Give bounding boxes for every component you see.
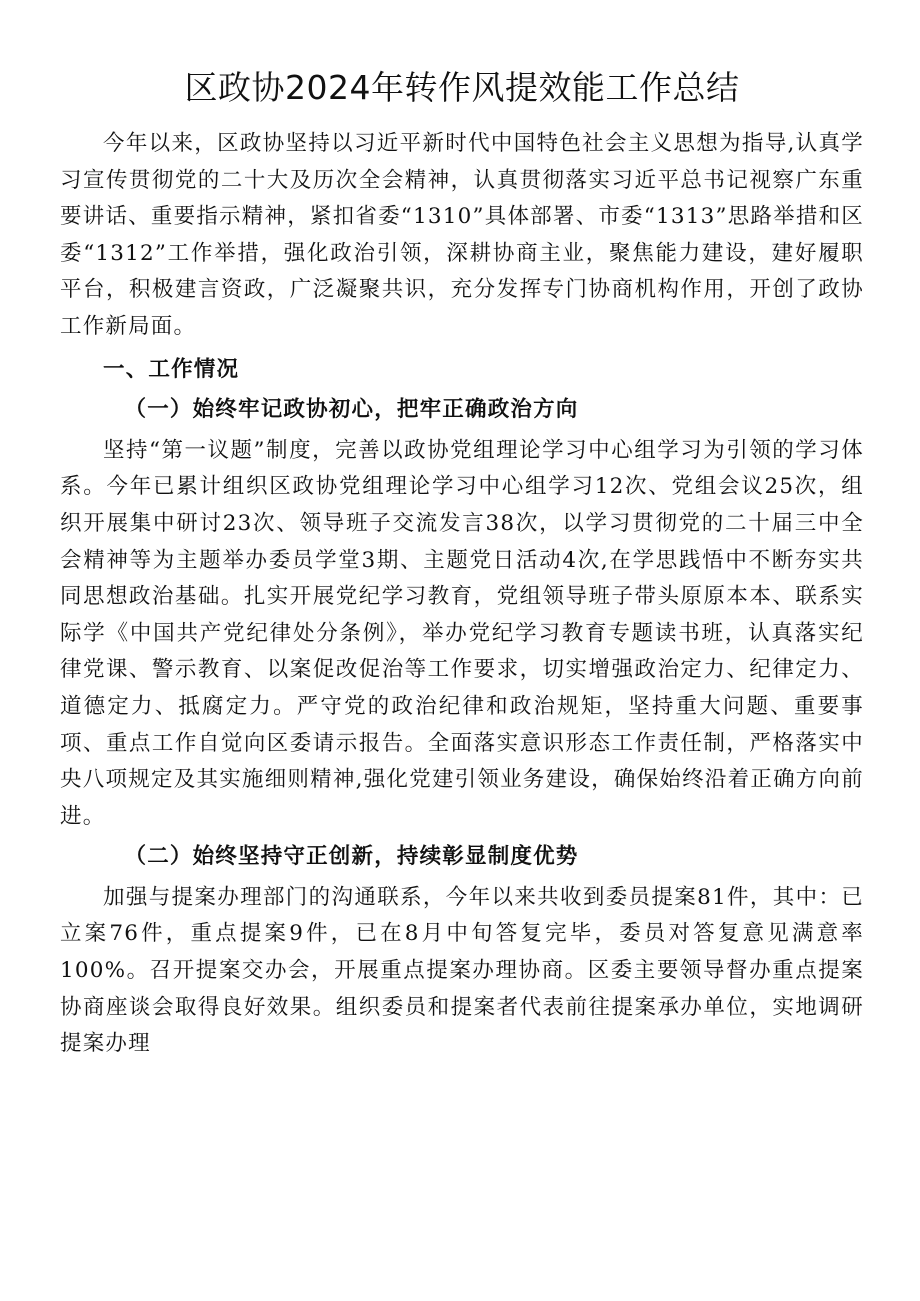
- subsection-heading-2: （二）始终坚持守正创新，持续彰显制度优势: [124, 844, 579, 870]
- document-title: 区政协2024年转作风提效能工作总结: [184, 68, 740, 107]
- section-heading-work-situation: 一、工作情况: [103, 356, 240, 382]
- subsection-heading-1: （一）始终牢记政协初心，把牢正确政治方向: [124, 397, 579, 423]
- subsection-2-paragraph: 加强与提案办理部门的沟通联系，今年以来共收到委员提案81件，其中：已立案76件，重点提案9件，已在8月中旬答复完毕，委员对答复意见满意率100%。召开提案交办会，开展重点提案办理协商。区委主要领导督办重点提案协商座谈会取得良好效果。组织委员和提案者代表前往提案承办单位，实地调研提案办理: [60, 884, 864, 1057]
- intro-paragraph: 今年以来，区政协坚持以习近平新时代中国特色社会主义思想为指导,认真学习宣传贯彻党的二十大及历次全会精神，认真贯彻落实习近平总书记视察广东重要讲话、重要指示精神，紧扣省委“1310”具体部署、市委“1313”思路举措和区委“1312”工作举措，强化政治引领，深耕协商主业，聚焦能力建设，建好履职平台，积极建言资政，广泛凝聚共识，充分发挥专门协商机构作用，开创了政协工作新局面。: [60, 131, 864, 339]
- subsection-1-paragraph: 坚持“第一议题”制度，完善以政协党组理论学习中心组学习为引领的学习体系。今年已累计组织区政协党组理论学习中心组学习12次、党组会议25次，组织开展集中研讨23次、领导班子交流发言38次，以学习贯彻党的二十届三中全会精神等为主题举办委员学堂3期、主题党日活动4次,在学思践悟中不断夯实共同思想政治基础。扎实开展党纪学习教育，党组领导班子带头原原本本、联系实际学《中国共产党纪律处分条例》，举办党纪学习教育专题读书班，认真落实纪律党课、警示教育、以案促改促治等工作要求，切实增强政治定力、纪律定力、道德定力、抵腐定力。严守党的政治纪律和政治规矩，坚持重大问题、重要事项、重点工作自觉向区委请示报告。全面落实意识形态工作责任制，严格落实中央八项规定及其实施细则精神,强化党建引领业务建设，确保始终沿着正确方向前进。: [60, 437, 864, 829]
